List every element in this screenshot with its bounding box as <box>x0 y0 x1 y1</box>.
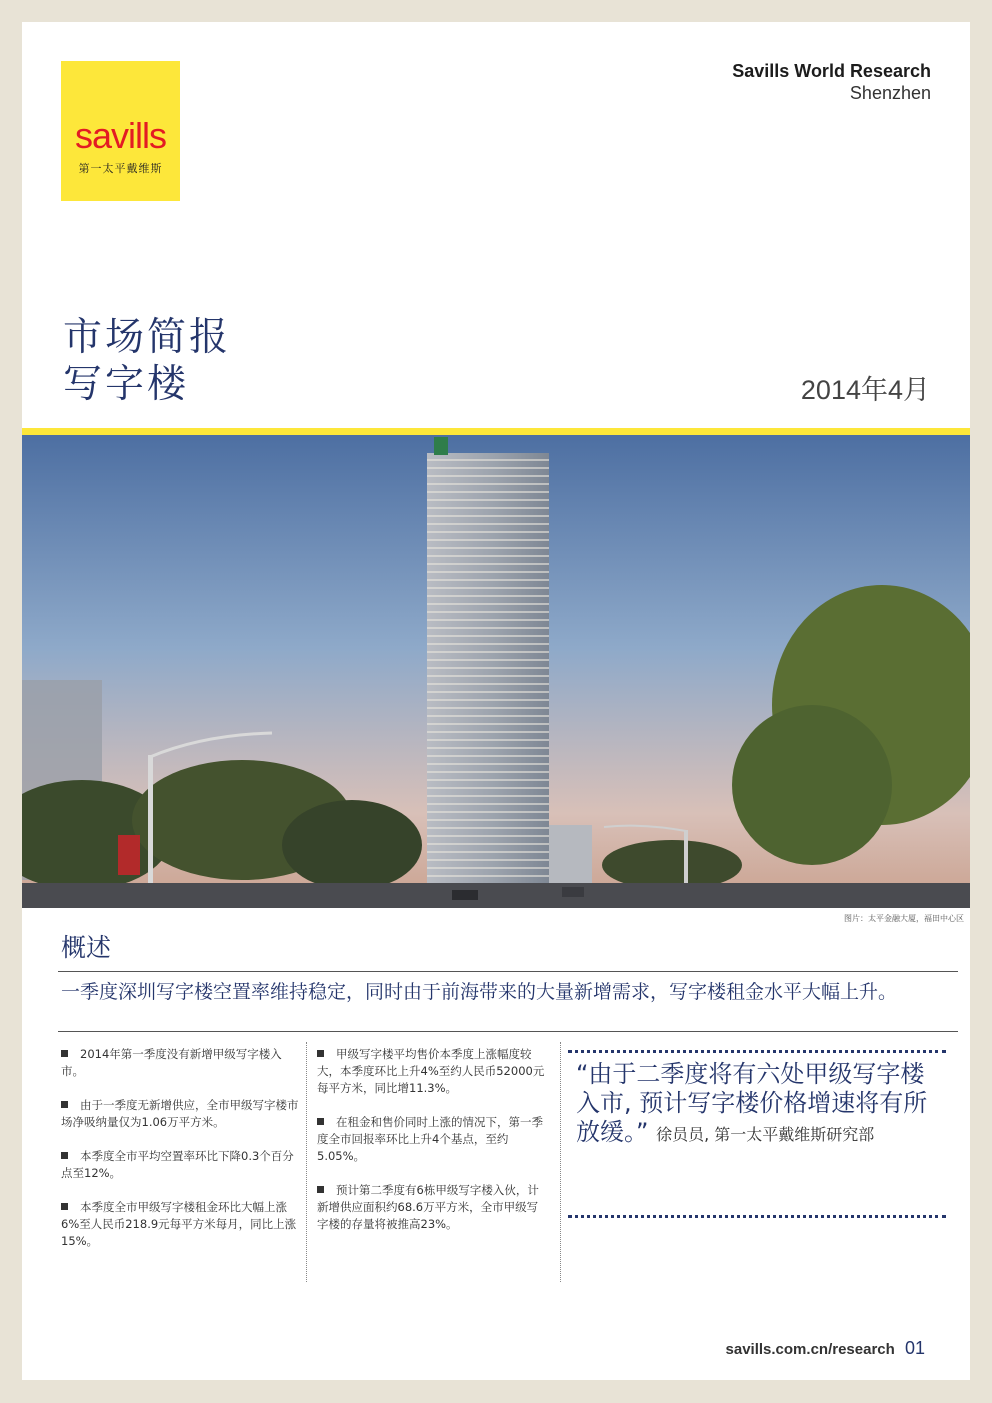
overview-heading: 概述 <box>61 933 112 962</box>
logo-subtitle: 第一太平戴维斯 <box>78 162 163 175</box>
tower-illustration <box>22 435 970 908</box>
list-item <box>61 1046 301 1080</box>
bullet-square-icon <box>317 1186 324 1193</box>
overview-top-rule <box>58 971 958 972</box>
overview-bottom-rule <box>58 1031 958 1032</box>
brand-title: Savills World Research <box>732 61 931 81</box>
report-date: 2014年4月 <box>800 375 930 405</box>
bullet-square-icon <box>61 1203 68 1210</box>
bullet-text: 2014年第一季度没有新增甲级写字楼入市。 <box>61 1047 282 1078</box>
bullet-text: 预计第二季度有6栋甲级写字楼入伙，计新增供应面积约68.6万平方米，全市甲级写字楼的存量将被推高23%。 <box>317 1183 539 1231</box>
savills-logo <box>61 61 180 201</box>
quote-body: “由于二季度将有六处甲级写字楼入市, 预计写字楼价格增速将有所放缓。” <box>576 1060 928 1146</box>
header-brand <box>732 60 931 104</box>
bullet-text: 在租金和售价同时上涨的情况下，第一季度全市回报率环比上升4个基点，至约5.05%。 <box>317 1115 543 1163</box>
bullet-text: 本季度全市平均空置率环比下降0.3个百分点至12%。 <box>61 1149 294 1180</box>
column-divider <box>306 1042 307 1282</box>
list-item <box>317 1046 549 1097</box>
pull-quote <box>568 1050 946 1218</box>
bullet-column-left <box>61 1046 301 1267</box>
list-item <box>61 1199 301 1250</box>
bullet-text: 甲级写字楼平均售价本季度上涨幅度较大，本季度环比上升4%至约人民币52000元每平方米，同比增11.3%。 <box>317 1047 545 1095</box>
bullet-square-icon <box>317 1050 324 1057</box>
yellow-divider <box>22 428 970 435</box>
list-item <box>61 1097 301 1131</box>
footer-url[interactable]: savills.com.cn/research <box>725 1341 895 1358</box>
list-item <box>317 1182 549 1233</box>
bullet-square-icon <box>61 1152 68 1159</box>
bullet-text: 本季度全市甲级写字楼租金环比大幅上涨6%至人民币218.9元每平方米每月，同比上涨15%。 <box>61 1200 297 1248</box>
report-title-line1: 市场简报 <box>63 315 232 360</box>
bullet-column-right <box>317 1046 549 1250</box>
report-page <box>22 22 970 1380</box>
brand-city: Shenzhen <box>849 83 931 103</box>
quote-attribution: 徐员员, 第一太平戴维斯研究部 <box>656 1125 875 1144</box>
quote-text <box>576 1060 936 1147</box>
overview-summary: 一季度深圳写字楼空置率维持稳定，同时由于前海带来的大量新增需求，写字楼租金水平大幅上升。 <box>61 981 898 1003</box>
report-title <box>63 314 231 408</box>
column-divider <box>560 1042 561 1282</box>
bullet-square-icon <box>317 1118 324 1125</box>
hero-photo <box>22 435 970 908</box>
bullet-square-icon <box>61 1050 68 1057</box>
list-item <box>317 1114 549 1165</box>
image-caption: 图片：太平金融大厦，福田中心区 <box>844 914 964 923</box>
bullet-square-icon <box>61 1101 68 1108</box>
list-item <box>61 1148 301 1182</box>
bullet-text: 由于一季度无新增供应，全市甲级写字楼市场净吸纳量仅为1.06万平方米。 <box>61 1098 299 1129</box>
page-footer <box>726 1338 925 1359</box>
page-number: 01 <box>904 1338 925 1358</box>
report-title-line2: 写字楼 <box>63 362 190 407</box>
logo-wordmark: savills <box>74 115 166 156</box>
